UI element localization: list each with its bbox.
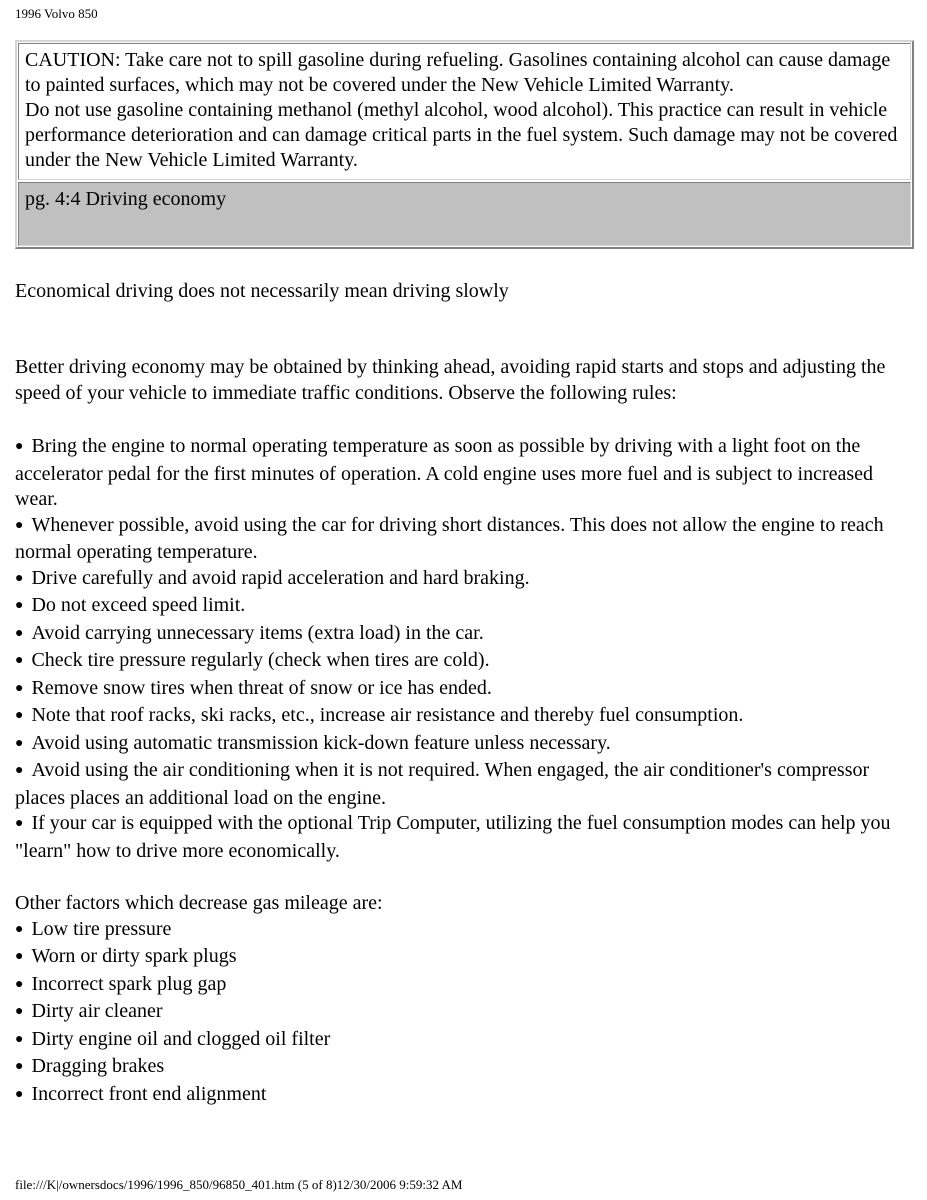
caution-text-2: Do not use gasoline containing methanol (methyl alcohol, wood alcohol). This practice can result in vehicle performance deterioration and can damage critical parts in the fuel system. Such damage may not be covered under the New Vehicle Limited Warranty. <box>25 99 898 171</box>
list-item: ● Drive carefully and avoid rapid acceleration and hard braking. <box>15 566 530 589</box>
list-item: ● Note that roof racks, ski racks, etc., increase air resistance and thereby fuel consumption. <box>15 704 744 726</box>
factors-intro: Other factors which decrease gas mileage are: <box>15 892 383 914</box>
list-item: ● Dirty engine oil and clogged oil filter <box>15 1027 331 1050</box>
list-item: ● Worn or dirty spark plugs <box>15 945 237 967</box>
list-item: ● Incorrect front end alignment <box>15 1082 267 1105</box>
bullet-icon: ● <box>15 816 24 831</box>
document-header: 1996 Volvo 850 <box>15 6 98 21</box>
subtitle: Economical driving does not necessarily mean driving slowly <box>15 280 509 302</box>
caution-box <box>18 43 911 180</box>
list-item: ● Bring the engine to normal operating temperature as soon as possible by driving with a light foot on the accelerator pedal for the first minutes of operation. A cold engine uses more fuel and is subject to increased wear. <box>15 435 874 510</box>
list-item: ● Avoid using the air conditioning when it is not required. When engaged, the air conditioner's compressor places places an additional load on the engine. <box>15 759 870 809</box>
bullet-icon: ● <box>15 1004 24 1019</box>
list-item: ● Do not exceed speed limit. <box>15 594 246 616</box>
bullet-icon: ● <box>15 653 24 668</box>
bullet-icon: ● <box>15 735 24 751</box>
list-item: ● Whenever possible, avoid using the car for driving short distances. This does not allow the engine to reach normal operating temperature. <box>15 513 884 563</box>
bullet-icon: ● <box>15 1086 24 1102</box>
caution-table <box>15 40 914 249</box>
list-item: ● Dirty air cleaner <box>15 1000 163 1022</box>
bullet-icon: ● <box>15 976 24 992</box>
list-item: ● Remove snow tires when threat of snow or ice has ended. <box>15 676 492 699</box>
factors-list <box>15 891 910 1109</box>
bullet-icon: ● <box>15 921 24 937</box>
caution-text: CAUTION: Take care not to spill gasoline during refueling. Gasolines containing alcohol can cause damage to painted surfaces, which may not be covered under the New Vehicle Limited Warranty. <box>25 49 891 96</box>
bullet-icon: ● <box>15 708 24 723</box>
bullet-icon: ● <box>15 1031 24 1047</box>
list-item: ● Low tire pressure <box>15 917 172 940</box>
bullet-icon: ● <box>15 598 24 613</box>
bullet-icon: ● <box>15 439 24 454</box>
bullet-icon: ● <box>15 949 24 964</box>
rules-list <box>15 434 910 864</box>
list-item: ● Avoid using automatic transmission kick-down feature unless necessary. <box>15 731 611 754</box>
document-footer: file:///K|/ownersdocs/1996/1996_850/96850_401.htm (5 of 8)12/30/2006 9:59:32 AM <box>15 1177 463 1192</box>
bullet-icon: ● <box>15 680 24 696</box>
section-heading: pg. 4:4 Driving economy <box>18 182 911 246</box>
bullet-icon: ● <box>15 570 24 586</box>
list-item: ● Check tire pressure regularly (check when tires are cold). <box>15 649 490 671</box>
bullet-icon: ● <box>15 1059 24 1074</box>
list-item: ● Incorrect spark plug gap <box>15 972 227 995</box>
bullet-icon: ● <box>15 763 24 778</box>
intro-paragraph: Better driving economy may be obtained by thinking ahead, avoiding rapid starts and stops and adjusting the speed of your vehicle to immediate traffic conditions. Observe the following rules: <box>15 356 886 404</box>
list-item: ● Avoid carrying unnecessary items (extra load) in the car. <box>15 621 484 644</box>
bullet-icon: ● <box>15 517 24 533</box>
bullet-icon: ● <box>15 625 24 641</box>
list-item: ● If your car is equipped with the optional Trip Computer, utilizing the fuel consumption modes can help you "learn" how to drive more economically. <box>15 812 891 862</box>
list-item: ● Dragging brakes <box>15 1055 165 1077</box>
